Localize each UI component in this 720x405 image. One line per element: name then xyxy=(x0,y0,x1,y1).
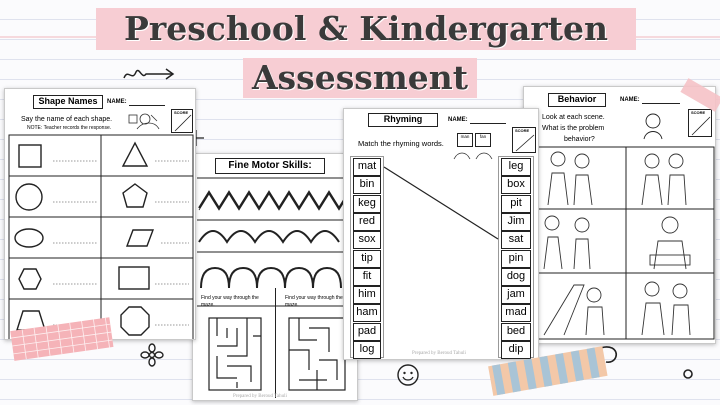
striped-tape xyxy=(484,344,612,400)
maze-left xyxy=(207,316,267,394)
fine-motor-skills-sheet xyxy=(192,153,358,401)
left-word-box: keg xyxy=(353,195,381,213)
right-word-box: sat xyxy=(501,231,531,249)
name-label: NAME: xyxy=(107,99,127,105)
right-word-box: jam xyxy=(501,286,531,304)
rhyming-instruction: Match the rhyming words. xyxy=(358,139,444,148)
sheet-title: Shape Names xyxy=(33,95,103,109)
behavior-scenes-grid xyxy=(524,145,716,341)
picture-label-fan: fan xyxy=(479,134,487,139)
right-word-box: bed xyxy=(501,323,531,341)
behavior-sheet xyxy=(523,86,716,344)
right-word-box: mad xyxy=(501,304,531,322)
shape-note: NOTE: Teacher records the response. xyxy=(27,125,112,131)
pink-corner-tape xyxy=(676,74,720,114)
flower-doodle-icon xyxy=(140,343,164,367)
left-word-box: him xyxy=(353,286,381,304)
title-banner-line1: Preschool & Kindergarten xyxy=(96,8,636,50)
circle-doodle-icon xyxy=(682,368,694,380)
left-word-box: sox xyxy=(353,231,381,249)
score-label: SCORE xyxy=(174,110,189,115)
behavior-instruction-line2: What is the problem xyxy=(542,125,605,132)
score-slash xyxy=(171,109,193,133)
left-word-box: log xyxy=(353,341,381,359)
picture-label-man: man xyxy=(460,134,470,139)
left-word-box: fit xyxy=(353,268,381,286)
name-line xyxy=(642,103,680,104)
behavior-instruction-line1: Look at each scene. xyxy=(542,114,605,121)
left-word-box: tip xyxy=(353,250,381,268)
vertical-divider xyxy=(275,288,276,398)
name-line xyxy=(129,105,165,106)
name-label: NAME: xyxy=(620,97,640,103)
left-word-box: ham xyxy=(353,304,381,322)
name-label: NAME: xyxy=(448,117,468,123)
left-word-box: pad xyxy=(353,323,381,341)
right-word-box: Jim xyxy=(501,213,531,231)
right-word-box: dip xyxy=(501,341,531,359)
right-word-box: pin xyxy=(501,250,531,268)
shape-names-sheet xyxy=(4,88,196,340)
sheet-title: Fine Motor Skills: xyxy=(215,158,325,174)
behavior-instruction-line3: behavior? xyxy=(564,136,595,143)
score-label: SCORE xyxy=(515,128,530,133)
title-banner-line2: Assessment xyxy=(243,58,477,98)
score-label: SCORE xyxy=(691,110,706,115)
thinking-child-icon xyxy=(638,111,668,141)
sheet-footer: Prepared by Beroud Tahuli xyxy=(412,351,466,356)
pink-grid-tape xyxy=(6,316,118,364)
maze-right xyxy=(287,316,351,394)
right-word-box: pit xyxy=(501,195,531,213)
sheet-title: Rhyming xyxy=(368,113,438,127)
right-word-box: leg xyxy=(501,158,531,176)
sheet-footer: Prepared by Beroud Tahuli xyxy=(233,394,287,399)
smiley-doodle-icon xyxy=(396,363,420,387)
right-word-box: box xyxy=(501,176,531,194)
arrow-doodle-icon xyxy=(120,66,180,86)
shape-instruction: Say the name of each shape. xyxy=(21,116,113,123)
hand-illustration-icon xyxy=(127,111,163,133)
rhyming-sheet xyxy=(343,108,539,360)
left-word-box: red xyxy=(353,213,381,231)
right-word-box: dog xyxy=(501,268,531,286)
maze-instruction-left: Find your way through the maze. xyxy=(201,295,259,308)
maze-instruction-right: Find your way through the maze. xyxy=(285,295,343,308)
left-word-box: bin xyxy=(353,176,381,194)
shape-grid xyxy=(5,133,196,340)
sheet-title: Behavior xyxy=(548,93,606,107)
left-word-box: mat xyxy=(353,158,381,176)
